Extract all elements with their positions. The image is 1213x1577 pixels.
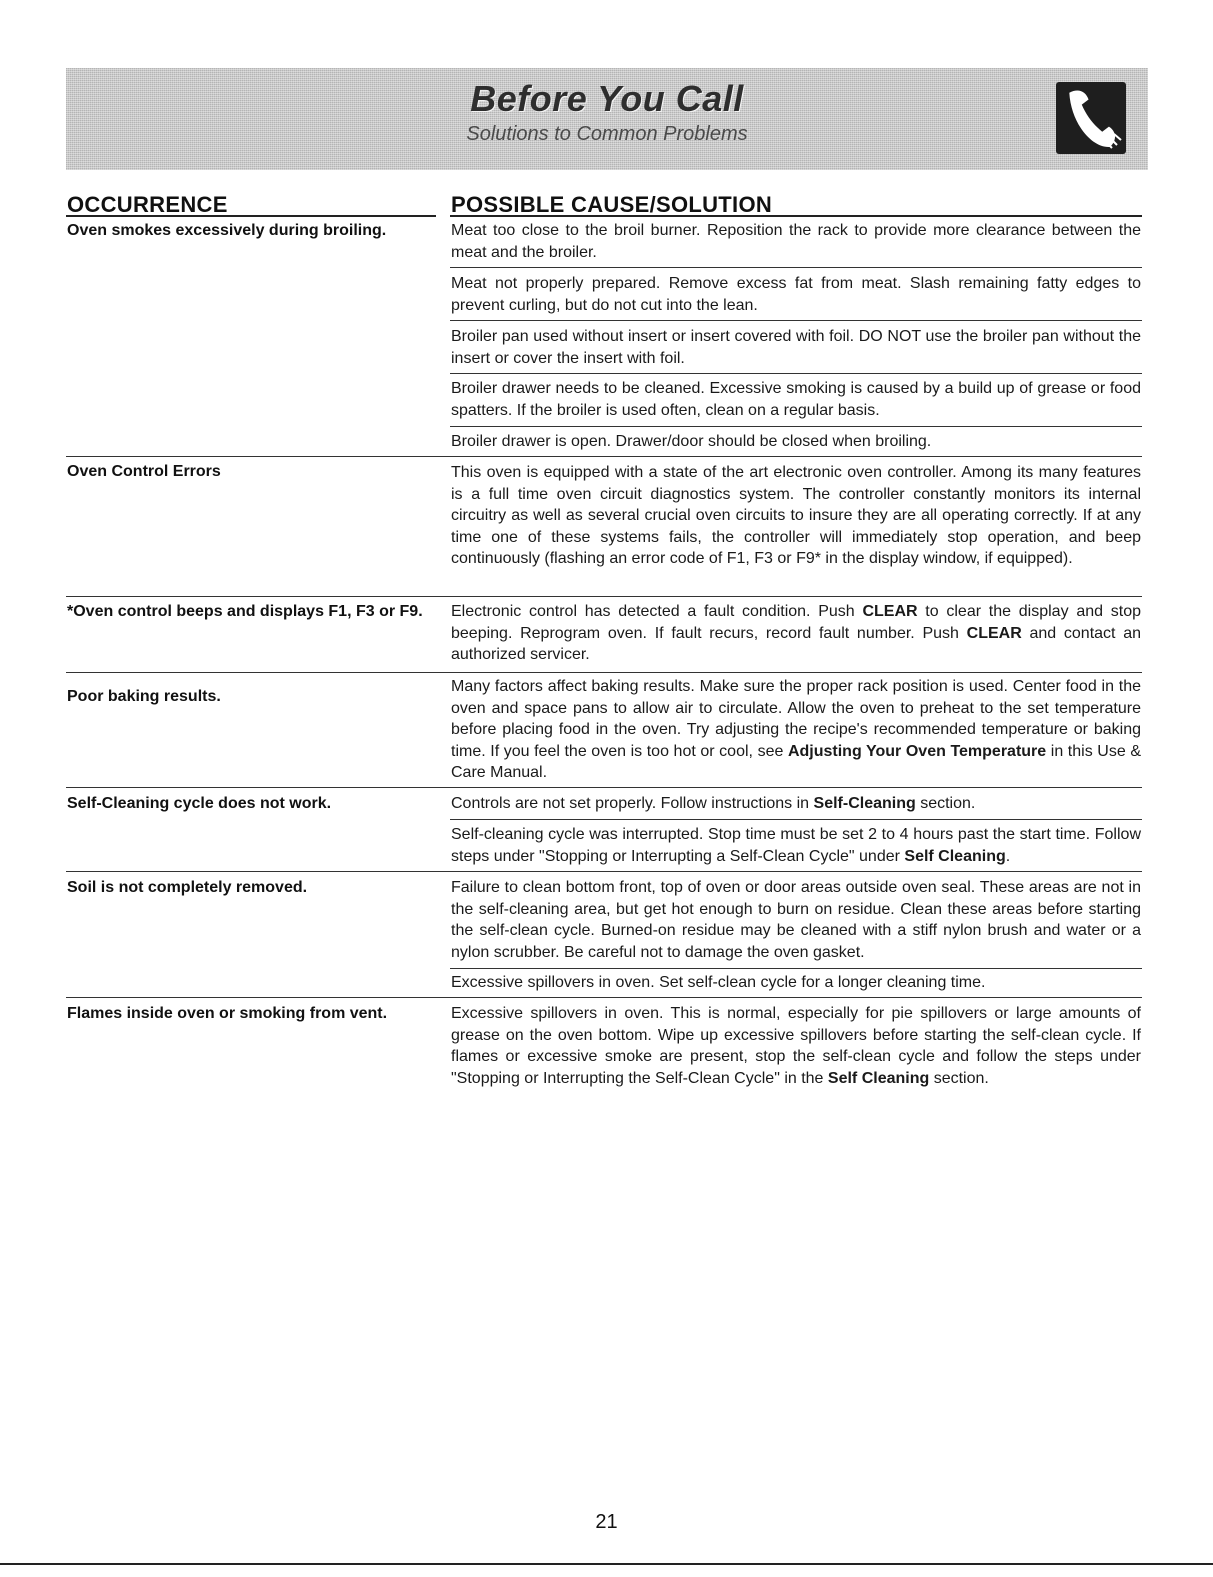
column-heading-occurrence: OCCURRENCE <box>67 192 228 217</box>
solution-text: Controls are not set properly. Follow instructions in Self-Cleaning section. <box>451 795 976 812</box>
row-divider <box>450 320 1142 321</box>
page-subtitle: Solutions to Common Problems <box>466 123 748 145</box>
section-divider <box>66 596 1142 597</box>
solution-text: Meat too close to the broil burner. Reposition the rack to provide more clearance between the meat and the broiler. <box>451 222 1141 261</box>
heading-rule <box>66 215 436 217</box>
section-divider <box>66 672 1142 673</box>
row-divider <box>450 968 1142 969</box>
solution-text: Broiler drawer needs to be cleaned. Excessive smoking is caused by a build up of grease or food spatters. If the broiler is used often, clean on a regular basis. <box>451 380 1141 419</box>
solution-text: Excessive spillovers in oven. Set self-clean cycle for a longer cleaning time. <box>451 974 986 991</box>
occurrence-error-codes: *Oven control beeps and displays F1, F3 or F9. <box>67 603 423 620</box>
row-divider <box>450 819 1142 820</box>
telephone-icon <box>1056 82 1126 154</box>
page-title: Before You Call <box>470 78 744 119</box>
solution-text: Meat not properly prepared. Remove excess fat from meat. Slash remaining fatty edges to prevent curling, but do not cut into the lean. <box>451 275 1141 314</box>
solution-text: Failure to clean bottom front, top of oven or door areas outside oven seal. These areas are not in the self-cleaning area, but get hot enough to burn on residue. Clean these areas before starting the self-clean cycle. Burned-on residue may be cleaned with a stiff nylon brush and water or a nylon scrubber. Be careful not to damage the oven gasket. <box>451 879 1141 961</box>
bottom-rule <box>0 1563 1213 1565</box>
occurrence-smoking: Oven smokes excessively during broiling. <box>67 222 387 239</box>
section-divider <box>66 787 1142 788</box>
row-divider <box>450 426 1142 427</box>
heading-rule <box>450 215 1142 217</box>
solution-text: Many factors affect baking results. Make sure the proper rack position is used. Center food in the oven and space pans to allow air to circulate. Allow the oven to preheat to the set temperature before placing food in the oven. Try adjusting the recipe's recommended temperature or baking time. If you feel the oven is too hot or cool, see Adjusting Your Oven Temperature in this Use & Care Manual. <box>451 678 1141 781</box>
solution-text: Excessive spillovers in oven. This is normal, especially for pie spillovers or large amounts of grease on the oven bottom. Wipe up excessive spillovers before starting the self-clean cycle. If flames or excessive smoke are present, stop the self-clean cycle and follow the steps under "Stopping or Interrupting the Self-Clean Cycle" in the Self Cleaning section. <box>451 1005 1141 1087</box>
occurrence-flames: Flames inside oven or smoking from vent. <box>67 1005 388 1022</box>
occurrence-control-errors: Oven Control Errors <box>67 463 221 480</box>
solution-text: Self-cleaning cycle was interrupted. Stop time must be set 2 to 4 hours past the start time. Follow steps under "Stopping or Interrupting a Self-Clean Cycle" under Self Cleaning. <box>451 826 1141 865</box>
header-banner <box>66 68 1148 170</box>
occurrence-self-clean-fail: Self-Cleaning cycle does not work. <box>67 795 332 812</box>
row-divider <box>450 373 1142 374</box>
occurrence-poor-baking: Poor baking results. <box>67 688 221 705</box>
occurrence-soil-remains: Soil is not completely removed. <box>67 879 308 896</box>
solution-text: This oven is equipped with a state of the art electronic oven controller. Among its many features is a full time oven circuit diagnostics system. The controller constantly monitors its internal circuitry as well as several crucial oven circuits to insure they are all operating correctly. If at any time one of these systems fails, the controller will immediately stop operation, and beep continuously (flashing an error code of F1, F3 or F9* in the display window, if equipped). <box>451 464 1141 567</box>
solution-text: Broiler drawer is open. Drawer/door should be closed when broiling. <box>451 433 932 450</box>
column-heading-solution: POSSIBLE CAUSE/SOLUTION <box>451 192 773 217</box>
section-divider <box>66 456 1142 457</box>
section-divider <box>66 871 1142 872</box>
section-divider <box>66 997 1142 998</box>
solution-text: Electronic control has detected a fault condition. Push CLEAR to clear the display and stop beeping. Reprogram oven. If fault recurs, record fault number. Push CLEAR and contact an authorized servicer. <box>451 603 1141 663</box>
row-divider <box>450 267 1142 268</box>
page-number: 21 <box>595 1511 618 1533</box>
solution-text: Broiler pan used without insert or insert covered with foil. DO NOT use the broiler pan without the insert or cover the insert with foil. <box>451 328 1141 367</box>
